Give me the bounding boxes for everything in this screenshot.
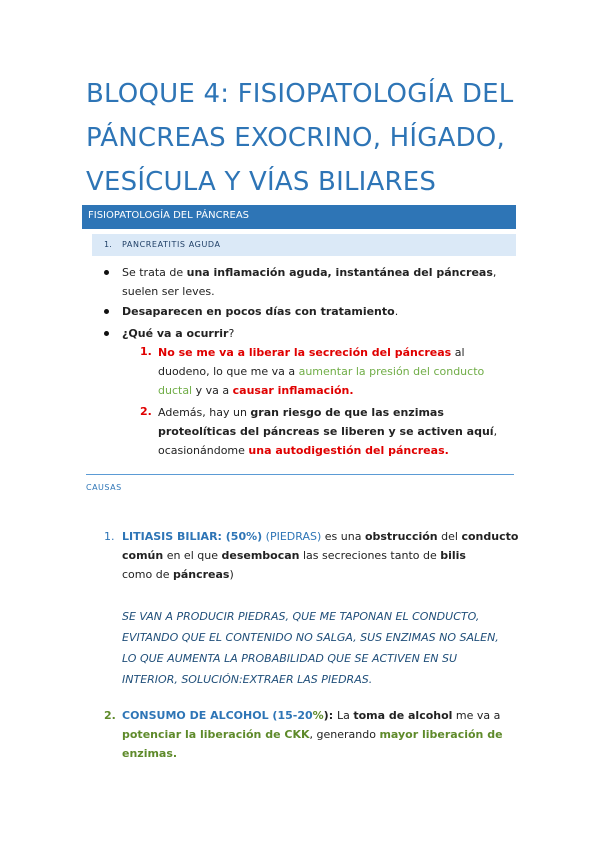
explanation-line-1: SE VAN A PRODUCIR PIEDRAS, QUE ME TAPONAN EL CONDUCTO, xyxy=(122,610,480,623)
section-heading-bar xyxy=(82,205,516,229)
cause-1-text-h: en el que xyxy=(163,549,222,562)
bullet-2-text: Desaparecen en pocos días con tratamiento xyxy=(122,305,395,318)
bullet-1-text-c: , xyxy=(492,266,497,279)
bullet-3-text: ¿Qué va a ocurrir xyxy=(122,327,229,340)
bullet-item-2 xyxy=(122,302,398,321)
cause-1-text-g: común xyxy=(122,549,164,562)
title-line-1: BLOQUE 4: FISIOPATOLOGÍA DEL xyxy=(86,79,514,109)
subsection-heading: PANCREATITIS AGUDA xyxy=(122,240,221,249)
cause-1-explanation xyxy=(122,606,522,690)
numbered-1-text-g: causar inflamación. xyxy=(232,384,354,397)
numbered-2-text-d: , xyxy=(493,425,498,438)
numbered-1-text-d: aumentar la presión del conducto xyxy=(298,365,485,378)
numbered-1-text-c: duodeno, lo que me va a xyxy=(158,365,299,378)
cause-2-text-d: La xyxy=(336,709,354,722)
numbered-item-1 xyxy=(158,343,528,400)
cause-1-text-m: páncreas xyxy=(172,568,230,581)
numbered-2-text-a: Además, hay un xyxy=(158,406,251,419)
cause-1-text-f: conducto xyxy=(461,530,519,543)
bullet-dot xyxy=(104,270,109,275)
subsection-heading-bar xyxy=(92,234,516,256)
explanation-line-4: INTERIOR, SOLUCIÓN:EXTRAER LAS PIEDRAS. xyxy=(122,673,373,686)
bullet-dot xyxy=(104,331,109,336)
cause-1-text-c: es una xyxy=(324,530,365,543)
cause-item-1 xyxy=(122,527,532,584)
cause-2-text-j: enzimas. xyxy=(122,747,178,760)
explanation-line-3: LO QUE AUMENTA LA PROBABILIDAD QUE SE ACTIVEN EN SU xyxy=(122,652,458,665)
cause-1-text-k: bilis xyxy=(440,549,466,562)
numbered-1-text-b: al xyxy=(451,346,465,359)
document-title xyxy=(86,72,546,204)
numbered-1-text-f: y va a xyxy=(192,384,233,397)
bullet-1-text-d: suelen ser leves. xyxy=(122,285,215,298)
numbered-2-text-c: proteolíticas del páncreas se liberen y se activen aquí xyxy=(158,425,494,438)
cause-1-number: 1. xyxy=(104,530,115,543)
explanation-line-2: EVITANDO QUE EL CONTENIDO NO SALGA, SUS ENZIMAS NO SALEN, xyxy=(122,631,499,644)
cause-1-text-j: las secreciones tanto de xyxy=(299,549,441,562)
cause-2-text-c: ): xyxy=(323,709,337,722)
section-heading: FISIOPATOLOGÍA DEL PÁNCREAS xyxy=(88,210,250,221)
numbered-item-2 xyxy=(158,403,528,460)
causas-heading: CAUSAS xyxy=(86,483,122,492)
cause-2-text-i: mayor liberación de xyxy=(379,728,503,741)
cause-1-text-d: obstrucción xyxy=(364,530,438,543)
bullet-item-3 xyxy=(122,324,234,343)
cause-2-title: CONSUMO DE ALCOHOL (15-20 xyxy=(122,709,313,722)
cause-item-2 xyxy=(122,706,532,763)
cause-1-text-i: desembocan xyxy=(221,549,300,562)
bullet-2-end: . xyxy=(394,305,399,318)
numbered-2-text-b: gran riesgo de que las enzimas xyxy=(250,406,444,419)
bullet-dot xyxy=(104,309,109,314)
title-line-3: VESÍCULA Y VÍAS BILIARES xyxy=(86,167,437,197)
cause-2-text-h: , generando xyxy=(309,728,380,741)
cause-1-text-l: como de xyxy=(122,568,173,581)
numbered-1-text-e: ductal xyxy=(158,384,193,397)
cause-2-number: 2. xyxy=(104,709,116,722)
causas-divider xyxy=(86,474,514,475)
bullet-item-1 xyxy=(122,263,522,301)
subsection-number: 1. xyxy=(104,240,112,249)
cause-2-percent: % xyxy=(312,709,324,722)
numbered-item-1-number: 1. xyxy=(140,345,152,358)
bullet-3-end: ? xyxy=(228,327,235,340)
bullet-1-text-a: Se trata de xyxy=(122,266,187,279)
cause-1-tag: (PIEDRAS) xyxy=(262,530,325,543)
numbered-2-text-e: ocasionándome xyxy=(158,444,249,457)
cause-2-text-g: potenciar la liberación de CKK xyxy=(122,728,310,741)
cause-1-title: LITIASIS BILIAR: (50%) xyxy=(122,530,263,543)
title-line-2: PÁNCREAS EXOCRINO, HÍGADO, xyxy=(86,123,505,153)
cause-2-text-e: toma de alcohol xyxy=(353,709,453,722)
numbered-2-text-f: una autodigestión del páncreas. xyxy=(248,444,449,457)
bullet-1-text-b: una inflamación aguda, instantánea del páncreas xyxy=(186,266,493,279)
cause-1-text-e: del xyxy=(437,530,462,543)
cause-2-text-f: me va a xyxy=(452,709,501,722)
numbered-1-text-a: No se me va a liberar la secreción del páncreas xyxy=(158,346,452,359)
numbered-item-2-number: 2. xyxy=(140,405,152,418)
cause-1-text-n: ) xyxy=(229,568,234,581)
